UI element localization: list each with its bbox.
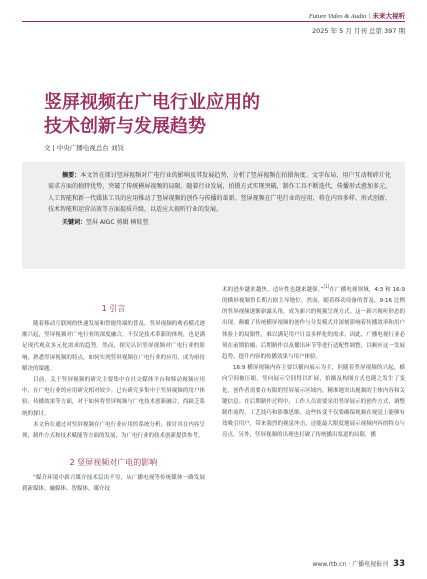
body-column-left bbox=[22, 282, 205, 496]
body-paragraph: 目前，关于竖屏视频的研究主要集中在社交媒体平台和移动视频应用中，在广电行业的应用研究相对较少。已有研究多集中于竖屏视频的用户体验、传播效果等方面，对于如何将竖屏视频与广电技术创新融合，尚缺乏系统的探讨。 bbox=[22, 377, 205, 417]
abstract-box bbox=[22, 162, 405, 269]
body-paragraph: 本文旨在通过对竖屏视频在广电行业应用的系统分析，探讨其在内容呈现、制作方式和技术赋能等方面的发展，为广电行业的技术创新提供参考。 bbox=[22, 421, 205, 440]
journal-name-en: Future Video & Audio bbox=[308, 13, 367, 20]
article-title-line2: 技术创新与发展趋势 bbox=[44, 116, 206, 137]
body-paragraph: 随着移动互联网的快速发展和智能终端的普及，竖屏视频的观看模式逐渐兴起，竖屏视频对广电行业的深度融合，不仅是技术革新的体现，也是满足现代观众多元化需求的趋势。然而，探究认识竖屏视频对广电行业的影响，熟悉竖屏视频的特点，如何实现竖屏视频在广电行业的应用，成为亟待解决的课题。 bbox=[22, 321, 205, 372]
abstract-text: 本文旨在探讨竖屏视频对广电行业的影响及其发展趋势，分析了竖屏视频在拍摄角度、文字布局、用户互动和碎片化需求方面的独特优势，突破了传统横屏视频的局限。随着行业发展，拍摄方式实现突破，制作工具不断迭代，传播形式愈加多元，人工智能和新一代媒体工具的应用推动了竖屏视频的创作与传播的革新。竖屏视频在广电行业的应用，将在内容多样、形式创新、技术智能和运营高效等方面提质升级，以适应大视听行业的发展。 bbox=[48, 172, 391, 213]
article-title bbox=[44, 91, 260, 139]
keywords-line bbox=[48, 217, 391, 226]
section-heading-intro: 1 引言 bbox=[101, 304, 126, 313]
page-footer: www.rtb.cn · 广播电视报刊 33 bbox=[312, 559, 405, 569]
author-line: 文 | 中央广播电视总台 刘钊 bbox=[44, 144, 124, 152]
page-number: 33 bbox=[393, 559, 405, 569]
body-column-right bbox=[222, 281, 405, 442]
body-text: 在广播电视领域，4:3 和 16:9 的横屏视频曾长期占据主导地位。然而，随着移动设备的普及，9:16 比例的竖屏视频逐渐崭露头角，成为新兴的视频呈现方式。这一新兴视听形态的出现，颠覆了传统横屏视频的创作与分发模式并深刻影响着传播效率和用户体验上的局限性，难以满足用户日益多样化的需求。因此，广播电视行业必须在前期拍摄、后期制作以及播出环节等进行适配性调整，以顺应这一发展趋势，提升内容的传播效果与用户体验。 bbox=[222, 286, 405, 361]
keywords-text: 竖屏 AIGC 剪辑 横转竖 bbox=[86, 219, 149, 227]
header-divider bbox=[22, 21, 405, 22]
journal-header: Future Video & Audio | 未来大视听 bbox=[308, 12, 405, 20]
footer-magazine: 广播电视报刊 bbox=[352, 561, 389, 568]
abstract-paragraph bbox=[48, 170, 391, 215]
body-paragraph: 16:9 横屏视频内容主要以横向展示为主，但随着竖屏视频的兴起，横向空间被压缩，竖向展示空间得以扩展，拍摄及构图方式也随之发生了变化。创作者需要在有限的竖屏展示区域内，精准地突出视频的主体内容和关键信息。在后期制作过程中，工作人员需要采用竖屏展示的创作方式，调整制作流程、工艺技巧和影像思维，这些转变不仅要确保视频在视觉上能够有效吸引用户，带来强烈的视觉冲击，还能最大限度地展示视频内容的特点与亮点。另外，竖屏视频的出现也打破了传统播出渠道的局限，播 bbox=[222, 365, 405, 439]
section-heading-impact: 2 竖屏视频对广电的影响 bbox=[69, 458, 158, 468]
citation-ref: [1] bbox=[323, 284, 330, 289]
footer-url: www.rtb.cn bbox=[312, 561, 347, 568]
body-paragraph: “媒介环境中新兴媒介技术层出不穷，从广播电视等传统媒体一路发展到新媒体、融媒体、智媒体，媒介技 bbox=[22, 475, 205, 493]
issue-info: 2025 年 5 月 月刊 总第 397 期 bbox=[311, 27, 405, 35]
body-text: 术的进步越来越快，适应性也越来越强。” bbox=[222, 286, 324, 293]
abstract-label: 摘要： bbox=[62, 172, 81, 179]
body-paragraph bbox=[222, 281, 405, 363]
keywords-label: 关键词： bbox=[62, 219, 87, 227]
journal-name-cn: 未来大视听 bbox=[372, 12, 405, 20]
article-title-line1: 竖屏视频在广电行业应用的 bbox=[44, 92, 260, 113]
